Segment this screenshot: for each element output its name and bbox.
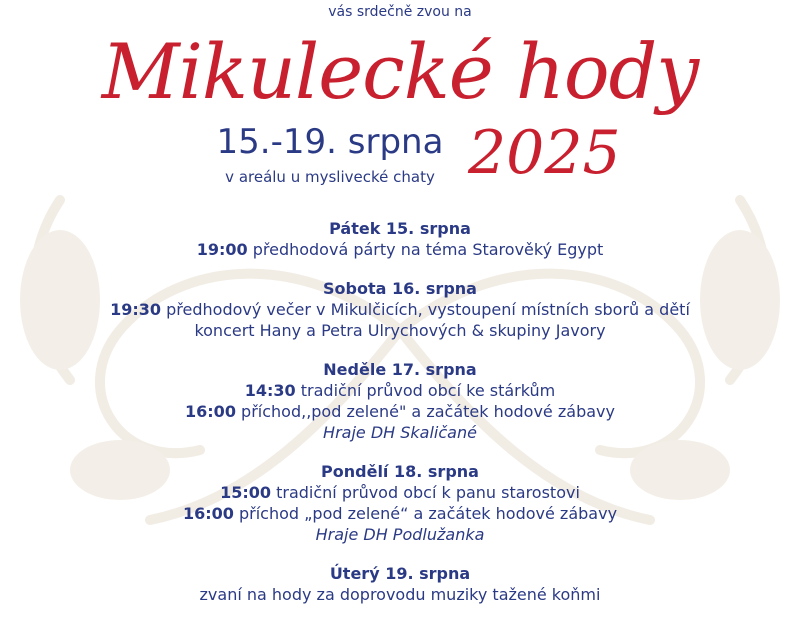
program-text: Hraje DH Podlužanka (315, 525, 485, 544)
program-line (0, 422, 800, 443)
program-line (0, 320, 800, 341)
program-day-heading: Sobota 16. srpna (323, 279, 477, 298)
program-list (0, 218, 800, 623)
program-day (0, 218, 800, 260)
program-line (0, 503, 800, 524)
program-line (0, 482, 800, 503)
program-text: příchod „pod zelené“ a začátek hodové zábavy (233, 504, 618, 523)
program-text: zvaní na hody za doprovodu muziky tažené koňmi (199, 585, 601, 604)
program-line (0, 401, 800, 422)
event-year: 2025 (468, 118, 621, 188)
event-venue: v areálu u myslivecké chaty (225, 168, 435, 186)
program-line (0, 380, 800, 401)
program-line (0, 524, 800, 545)
program-day (0, 461, 800, 545)
program-day-heading: Úterý 19. srpna (329, 564, 471, 583)
program-day (0, 278, 800, 341)
program-day (0, 359, 800, 443)
program-text: předhodová párty na téma Starověký Egypt (247, 240, 604, 259)
program-time: 16:00 (185, 402, 236, 421)
program-time: 16:00 (182, 504, 234, 523)
program-text: předhodový večer v Mikulčicích, vystoupení místních sborů a dětí (161, 300, 690, 319)
program-time: 15:00 (220, 483, 272, 502)
program-text: Hraje DH Skaličané (323, 423, 477, 442)
program-time: 19:00 (196, 240, 248, 259)
event-dates: 15.-19. srpna (216, 122, 444, 162)
event-title: Mikulecké hody (101, 27, 699, 116)
program-text: tradiční průvod obcí ke stárkům (295, 381, 556, 400)
program-day-heading: Pondělí 18. srpna (321, 462, 479, 481)
program-line (0, 584, 800, 605)
program-text: příchod,,pod zelené" a začátek hodové zábavy (235, 402, 615, 421)
program-text: tradiční průvod obcí k panu starostovi (271, 483, 580, 502)
program-text: koncert Hany a Petra Ulrychových & skupiny Javory (194, 321, 606, 340)
program-day-heading: Pátek 15. srpna (329, 219, 471, 238)
intro-text: vás srdečně zvou na (328, 4, 472, 20)
program-time: 19:30 (110, 300, 162, 319)
program-line (0, 239, 800, 260)
program-time: 14:30 (244, 381, 296, 400)
program-line (0, 299, 800, 320)
program-day-heading: Neděle 17. srpna (323, 360, 477, 379)
program-day (0, 563, 800, 605)
